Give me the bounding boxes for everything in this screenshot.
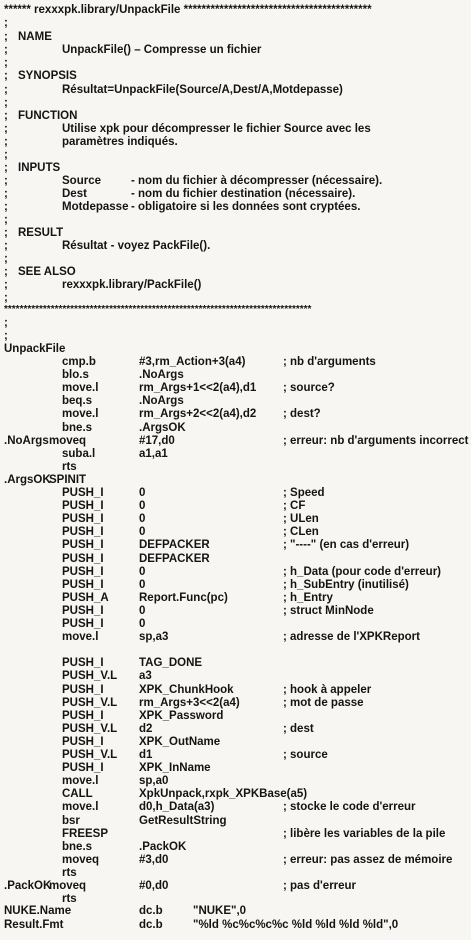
code-opcode: move.l [62,382,99,395]
code-operand: XPK_Password [139,709,224,722]
code-opcode: move.l [62,408,99,421]
code-operand: 0 [139,578,146,591]
code-comment: ; h_SubEntry (inutilisé) [283,578,409,591]
comment-semicolon: ; [4,227,8,239]
code-opcode: PUSH_I [62,578,104,591]
code-opcode: PUSH_V.L [62,670,118,683]
comment-semicolon: ; [4,57,8,69]
comment-semicolon: ; [4,201,8,213]
doc-title-comment: ****** rexxxpk.library/UnpackFile ****************************************** [4,4,372,16]
code-opcode: bne.s [62,840,93,853]
code-operand: rm_Args+3<<2(a4) [139,696,240,709]
code-opcode: PUSH_I [62,539,104,552]
comment-semicolon: ; [4,70,8,82]
code-comment: ; nb d'arguments [283,356,376,368]
function-text: Utilise xpk pour décompresser le fichier Source avec les [62,123,371,135]
seealso-heading: SEE ALSO [18,266,76,278]
code-operand: 0 [139,565,146,578]
code-label: .PackOK [4,880,52,892]
code-opcode: PUSH_I [62,487,104,499]
data-directive: dc.b [139,919,163,931]
code-opcode: move.l [62,775,99,788]
code-opcode: SPINIT [49,473,87,486]
synopsis-heading: SYNOPSIS [18,70,77,82]
code-comment: ; erreur: nb d'arguments incorrect [283,434,469,447]
code-opcode: PUSH_I [62,762,104,775]
code-opcode: cmp.b [62,356,96,368]
code-comment: ; struct MinNode [283,604,374,617]
code-comment: ; libère les variables de la pile [283,827,446,840]
code-operand: .ArgsOK [139,421,186,434]
code-comment: ; stocke le code d'erreur [283,801,416,814]
comment-semicolon: ; [4,17,8,29]
synopsis-text: Résultat=UnpackFile(Source/A,Dest/A,Motdepasse) [62,84,343,96]
code-comment: ; erreur: pas assez de mémoire [283,853,453,866]
comment-semicolon: ; [4,31,8,43]
code-opcode: PUSH_I [62,500,104,513]
routine-label: UnpackFile [4,343,66,355]
code-comment: ; source? [283,382,335,395]
result-text: Résultat - voyez PackFile(). [62,240,211,252]
code-opcode: moveq [62,853,100,866]
code-opcode: beq.s [62,395,93,408]
code-opcode: moveq [49,434,87,447]
code-operand: .NoArgs [139,369,184,382]
code-opcode: PUSH_I [62,552,104,565]
comment-semicolon: ; [4,266,8,278]
code-operand: rm_Args+2<<2(a4),d2 [139,408,257,421]
code-operand: XPK_OutName [139,735,221,748]
code-comment: ; dest? [283,408,321,421]
code-comment: ; h_Data (pour code d'erreur) [283,565,442,578]
code-operand: a3 [139,670,152,683]
code-comment: ; hook à appeler [283,683,372,696]
name-text: UnpackFile() – Compresse un fichier [62,44,262,56]
code-opcode: PUSH_V.L [62,696,118,709]
comment-semicolon: ; [4,175,8,187]
data-value: "%ld %c%c%c%c %ld %ld %ld %ld",0 [193,919,399,931]
code-opcode: CALL [62,788,93,801]
data-directive: dc.b [139,905,163,917]
code-operand: #0,d0 [139,880,169,892]
comment-semicolon: ; [4,188,8,200]
result-heading: RESULT [18,227,64,239]
data-value: "NUKE",0 [193,905,247,917]
code-opcode: PUSH_I [62,618,104,630]
code-operand: XpkUnpack,rxpk_XPKBase(a5) [139,788,308,801]
seealso-text: rexxxpk.library/PackFile() [62,279,202,291]
code-operand: TAG_DONE [139,657,203,670]
code-opcode: move.l [62,631,99,644]
inputs-heading: INPUTS [18,162,61,174]
code-operand: XPK_ChunkHook [139,683,234,696]
code-comment: ; CLen [283,526,319,539]
code-opcode: PUSH_I [62,683,104,696]
code-operand: Report.Func(pc) [139,591,228,604]
code-operand: #3,rm_Action+3(a4) [139,356,246,368]
code-opcode: rts [62,460,77,473]
code-opcode: FREESP [62,827,109,840]
code-comment: ; "----" (en cas d'erreur) [283,539,410,552]
code-operand: .PackOK [139,840,187,853]
code-opcode: bne.s [62,421,93,434]
code-operand: a1,a1 [139,447,168,460]
code-opcode: PUSH_I [62,735,104,748]
code-operand: sp,a0 [139,775,169,788]
comment-semicolon: ; [4,84,8,96]
code-label: .ArgsOK [4,473,51,486]
comment-semicolon: ; [4,136,8,148]
code-opcode: moveq [49,880,87,892]
code-opcode: move.l [62,801,99,814]
data-label: NUKE.Name [4,905,72,917]
code-opcode: blo.s [62,369,89,382]
function-text: paramètres indiqués. [62,136,178,148]
name-heading: NAME [18,31,52,43]
code-operand: DEFPACKER [139,552,210,565]
comment-semicolon: ; [4,44,8,56]
code-opcode: bsr [62,814,80,827]
code-opcode: PUSH_V.L [62,722,118,735]
code-operand: 0 [139,604,146,617]
data-label: Result.Fmt [4,919,64,931]
code-comment: ; h_Entry [283,591,333,604]
code-comment: ; CF [283,500,306,513]
input-desc: - nom du fichier à décompresser (nécessaire). [131,175,383,187]
code-comment: ; source [283,749,328,761]
code-opcode: PUSH_I [62,526,104,539]
code-operand: d1 [139,749,153,761]
comment-semicolon: ; [4,330,8,342]
code-comment: ; pas d'erreur [283,880,357,892]
code-comment: ; dest [283,722,314,735]
code-operand: #17,d0 [139,434,175,447]
comment-semicolon: ; [4,123,8,135]
code-operand: 0 [139,500,146,513]
comment-semicolon: ; [4,110,8,122]
code-comment: ; Speed [283,487,325,499]
code-operand: GetResultString [139,814,227,827]
code-comment: ; adresse de l'XPKReport [283,631,420,644]
code-opcode: PUSH_V.L [62,749,118,761]
code-operand: d0,h_Data(a3) [139,801,215,814]
input-desc: - obligatoire si les données sont cryptées. [131,201,361,213]
code-opcode: rts [62,866,77,879]
code-operand: 0 [139,526,146,539]
code-opcode: suba.l [62,447,96,460]
code-opcode: PUSH_I [62,657,104,670]
input-name: Dest [62,188,87,200]
comment-semicolon: ; [4,279,8,291]
code-operand: .NoArgs [139,395,184,408]
comment-semicolon: ; [4,253,8,265]
comment-semicolon: ; [4,162,8,174]
input-desc: - nom du fichier destination (nécessaire). [131,188,356,200]
comment-semicolon: ; [4,240,8,252]
code-operand: XPK_InName [139,762,211,775]
comment-semicolon: ; [4,292,8,304]
code-opcode: PUSH_A [62,591,109,604]
code-operand: 0 [139,513,146,526]
input-name: Source [62,175,101,187]
code-comment: ; mot de passe [283,696,364,709]
code-opcode: PUSH_I [62,513,104,526]
code-label: .NoArgs [4,434,49,447]
code-operand: DEFPACKER [139,539,210,552]
code-operand: #3,d0 [139,853,169,866]
code-operand: sp,a3 [139,631,169,644]
code-operand: d2 [139,722,153,735]
code-operand: 0 [139,487,146,499]
comment-semicolon: ; [4,214,8,226]
code-operand: rm_Args+1<<2(a4),d1 [139,382,257,395]
code-operand: 0 [139,618,146,630]
code-opcode: PUSH_I [62,565,104,578]
code-opcode: rts [62,893,77,906]
comment-semicolon: ; [4,97,8,109]
input-name: Motdepasse [62,201,129,213]
comment-semicolon: ; [4,317,8,329]
function-heading: FUNCTION [18,110,78,122]
comment-end-stars: ******************************************************************************* [4,304,312,315]
comment-semicolon: ; [4,149,8,161]
code-opcode: PUSH_I [62,709,104,722]
code-opcode: PUSH_I [62,604,104,617]
code-comment: ; ULen [283,513,319,526]
